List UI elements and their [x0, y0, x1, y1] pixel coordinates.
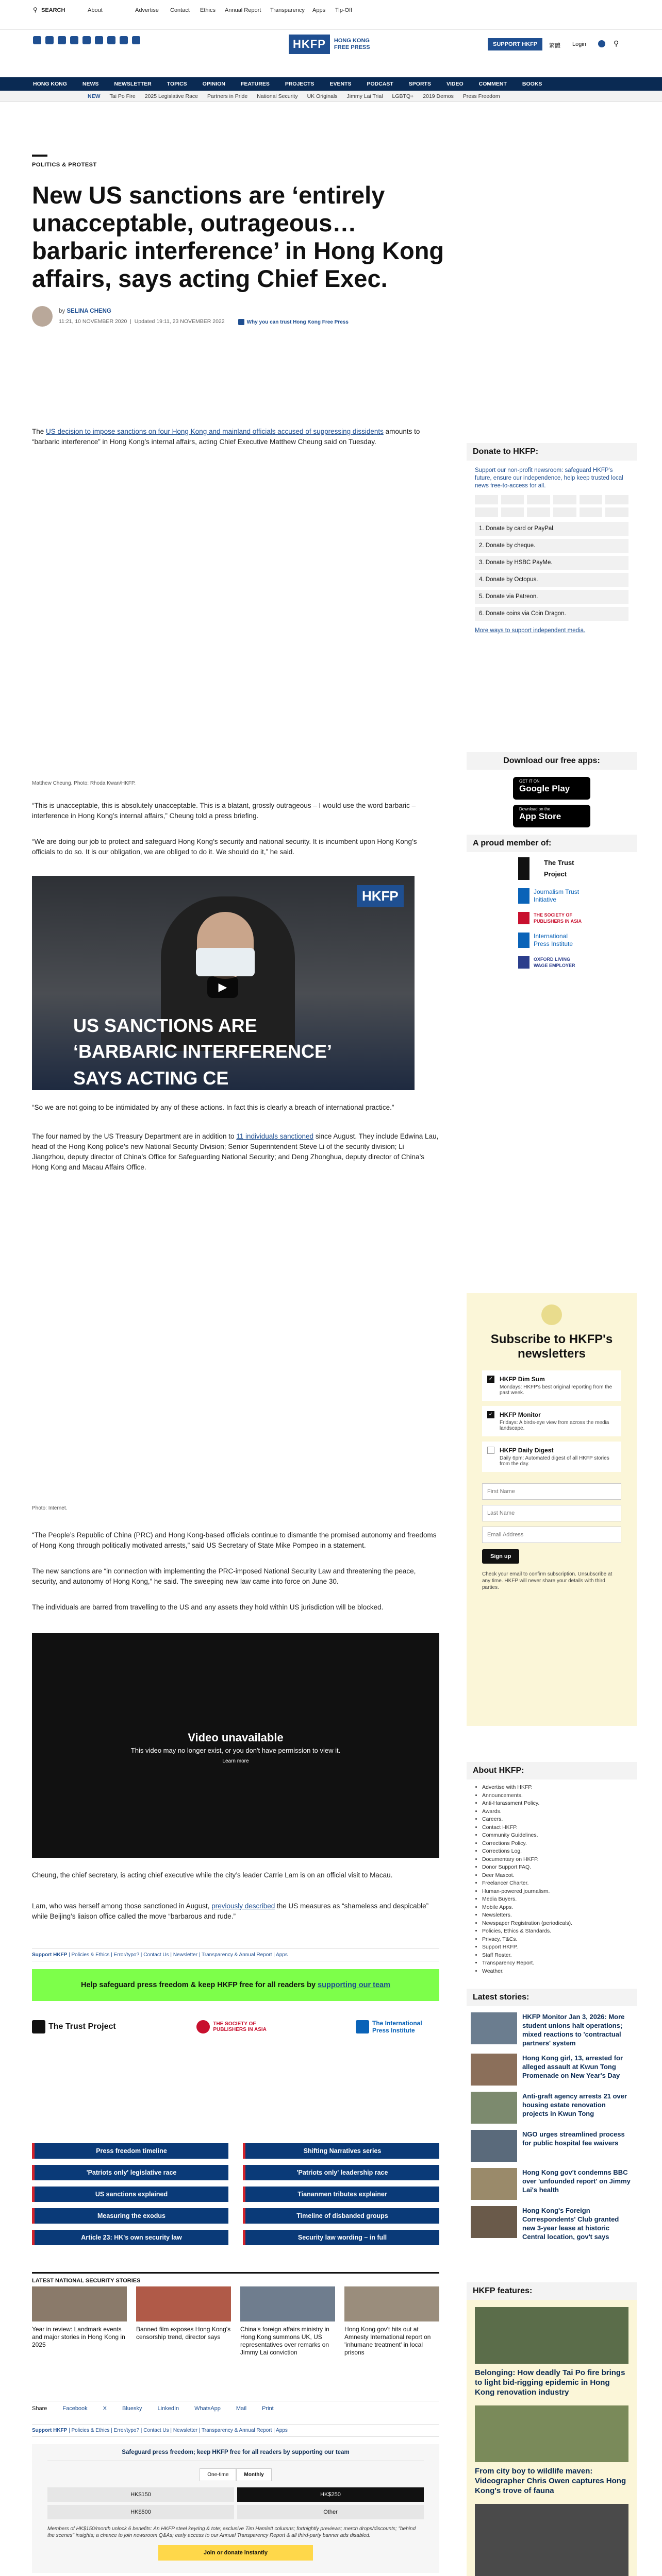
share-bluesky[interactable]: Bluesky: [122, 2405, 142, 2412]
ns-story-image: [344, 2286, 439, 2321]
ns-story[interactable]: [136, 2286, 231, 2357]
share-whatsapp[interactable]: WhatsApp: [194, 2405, 221, 2412]
payment-icon: [475, 495, 498, 504]
nav-item-projects[interactable]: PROJECTS: [285, 81, 315, 87]
transparency-link[interactable]: Transparency & Annual Report: [202, 2428, 272, 2433]
payment-icon: [553, 507, 576, 517]
payment-icon: [605, 507, 628, 517]
video-logo: HKFP: [357, 885, 404, 907]
sanctions-link[interactable]: US decision to impose sanctions on four Hong Kong and mainland officials accused of suppressing dissidents: [46, 428, 384, 435]
paragraph-2: “This is unacceptable, this is absolutely unacceptable. This is a blatant, grossly outrageous – I would use the word barbaric – interference in Hong Kong’s internal affairs,” Cheung told a press briefing.: [32, 802, 416, 820]
support-box-title: Safeguard press freedom; keep HKFP free for all readers by supporting our team: [47, 2449, 424, 2461]
about-link[interactable]: • Advertise with HKFP.: [482, 1784, 637, 1792]
x-icon[interactable]: [33, 36, 41, 44]
byline: by SELINA CHENG 11:21, 10 NOVEMBER 2020 | Updated 19:11, 23 NOVEMBER 2022 Why you can trust Hong Kong Free Press: [32, 306, 630, 327]
payment-icons: [475, 495, 628, 517]
latest-story-image: [471, 2054, 517, 2086]
amount-150[interactable]: HK$150: [47, 2487, 234, 2502]
trending-item[interactable]: National Security: [257, 93, 298, 99]
apps-title: Download our free apps:: [467, 752, 637, 770]
about-link[interactable]: • Staff Roster.: [482, 1952, 637, 1960]
member-title: A proud member of:: [467, 835, 637, 852]
ns-story-image: [136, 2286, 231, 2321]
image-caption-2: Photo: Internet.: [32, 1505, 68, 1511]
google-play-badge[interactable]: GET IT ON Google Play: [513, 777, 590, 800]
ns-story-title: China's foreign affairs ministry in Hong Kong summons UK, US representatives over remarks on Jimmy Lai conviction: [240, 2326, 329, 2356]
donate-text: Support our non-profit newsroom: safeguard HKFP's future, ensure our independence, help keep trusted local news free-to-access for all.: [475, 467, 623, 489]
latest-story[interactable]: [471, 2206, 633, 2241]
byline-prefix: by: [59, 308, 65, 314]
topbar-link-ethics[interactable]: Ethics: [200, 7, 216, 13]
chip-disbanded-groups[interactable]: Timeline of disbanded groups: [243, 2208, 439, 2224]
chip-patriots-legco[interactable]: 'Patriots only' legislative race: [32, 2165, 228, 2180]
policies-link[interactable]: Policies & Ethics: [71, 1952, 110, 1958]
explainer-chips: [32, 2143, 439, 2245]
email-field[interactable]: [482, 1527, 621, 1543]
share-print[interactable]: Print: [262, 2405, 274, 2412]
support-box: [32, 2444, 439, 2573]
paragraph-4: “So we are not going to be intimidated by any of these actions. In fact this is clearly a breach of international practice.”: [32, 1104, 394, 1111]
video-unavailable-title: Video unavailable: [188, 1731, 284, 1744]
newsletter-option[interactable]: ✓ HKFP Dim Sum Mondays: HKFP's best original reporting from the past week.: [482, 1370, 621, 1401]
latest-stories: [467, 2012, 637, 2241]
logo-mark: HKFP: [289, 35, 330, 54]
support-team-link[interactable]: supporting our team: [318, 1981, 391, 1989]
updated-date: Updated 19:11, 23 NOVEMBER 2022: [134, 318, 225, 325]
login-link[interactable]: Login: [572, 41, 586, 47]
feature-stories: [467, 2300, 637, 2576]
topbar-link-apps[interactable]: Apps: [312, 7, 326, 13]
trending-item[interactable]: Tai Po Fire: [109, 93, 136, 99]
latest-story-title: Hong Kong girl, 13, arrested for alleged assault at Kwun Tong Promenade on New Year's Day: [522, 2054, 623, 2079]
trending-item[interactable]: Press Freedom: [462, 93, 500, 99]
policies-link[interactable]: Policies & Ethics: [71, 2428, 110, 2433]
checkbox-icon[interactable]: ✓: [487, 1411, 494, 1418]
video-mask: [196, 948, 255, 976]
share-facebook[interactable]: Facebook: [62, 2405, 88, 2412]
trending-bar: [0, 91, 662, 102]
donate-widget: [467, 443, 637, 641]
features-title: HKFP features:: [467, 2282, 637, 2300]
paragraph-1: The US decision to impose sanctions on four Hong Kong and mainland officials accused of suppressing dissidents amounts to “barbaric interference” in Hong Kong’s internal affairs, acting Chief Executive Matthew Cheung said on Tuesday.: [32, 428, 420, 446]
first-name-field[interactable]: [482, 1483, 621, 1500]
feature-story-image: [475, 2504, 628, 2576]
topbar-link-tipoff[interactable]: Tip-Off: [335, 7, 353, 13]
video-caption-3: SAYS ACTING CE: [73, 1067, 229, 1089]
about-link[interactable]: • Support HKFP.: [482, 1943, 637, 1952]
social-icons: [33, 36, 140, 44]
tab-one-time[interactable]: One-time: [200, 2468, 236, 2481]
about-link[interactable]: • Contact HKFP.: [482, 1824, 637, 1832]
paragraph-10: Lam, who was herself among those sanctioned in August, previously described the US measures as “shameless and despicable” while Beijing’s liaison office called the move “barbarous and rude.”: [32, 1902, 429, 1920]
payment-icon: [501, 495, 524, 504]
ns-story[interactable]: [240, 2286, 335, 2357]
podcast-icon[interactable]: [120, 36, 128, 44]
tab-monthly[interactable]: Monthly: [236, 2468, 271, 2481]
latest-story[interactable]: [471, 2130, 633, 2162]
sanctioned-link[interactable]: 11 individuals sanctioned: [236, 1132, 314, 1140]
payment-icon: [580, 495, 603, 504]
chip-us-sanctions[interactable]: US sanctions explained: [32, 2187, 228, 2202]
paragraph-7: The new sanctions are “in connection with implementing the PRC-imposed National Security Law and threatening the peace, security, and autonomy of Hong Kong,” he said. The sweeping new law came into force on June 30.: [32, 1567, 416, 1585]
chip-security-law-wording[interactable]: Security law wording – in full: [243, 2230, 439, 2245]
feature-story[interactable]: [475, 2504, 628, 2576]
rss-icon[interactable]: [132, 36, 140, 44]
trending-item[interactable]: UK Originals: [307, 93, 338, 99]
footer-links-2: Support HKFP | Policies & Ethics | Error/typo? | Contact Us | Newsletter | Transparency & Annual Report | Apps: [32, 2424, 439, 2437]
trending-label: NEW: [88, 93, 101, 99]
author-name[interactable]: SELINA CHENG: [67, 308, 111, 314]
about-link[interactable]: • Anti-Harassment Policy.: [482, 1800, 637, 1808]
share-label: Share: [32, 2405, 47, 2412]
feature-story[interactable]: [475, 2307, 628, 2397]
paragraph-6: “The People’s Republic of China (PRC) and Hong Kong-based officials continue to dismantle the promised autonomy and freedoms of Hong Kong through politically motivated arrests,” said US Secretary of State Mike Pompeo in a statement.: [32, 1531, 437, 1549]
latest-story-title: NGO urges streamlined process for public hospital fee waivers: [522, 2130, 625, 2147]
article-title: New US sanctions are ‘entirely unacceptable, outrageous… barbaric interference’ in Hong Kong affairs, says acting Chief Exec.: [32, 181, 444, 292]
footer-links: Support HKFP | Policies & Ethics | Error/typo? | Contact Us | Newsletter | Transparency & Annual Report | Apps: [32, 1948, 439, 1961]
category-bar: [32, 155, 47, 157]
newsletter-title: Subscribe to HKFP's newsletters: [490, 1332, 613, 1361]
donate-option[interactable]: 1. Donate by card or PayPal.: [475, 522, 628, 536]
topbar-link-annual-report[interactable]: Annual Report: [225, 7, 261, 13]
previously-described-link[interactable]: previously described: [211, 1902, 275, 1910]
member-logo-ipi[interactable]: International Press Institute: [518, 933, 585, 948]
ns-story[interactable]: [344, 2286, 439, 2357]
latest-story[interactable]: [471, 2168, 633, 2200]
about-link[interactable]: • Weather.: [482, 1968, 637, 1976]
payment-icon: [527, 495, 550, 504]
about-link[interactable]: • Corrections Policy.: [482, 1840, 637, 1848]
contact-link[interactable]: Contact Us: [143, 1952, 169, 1958]
newsletter-link[interactable]: Newsletter: [173, 2428, 198, 2433]
paragraph-8: The individuals are barred from travelling to the US and any assets they hold within US jurisdiction will be blocked.: [32, 1603, 384, 1611]
about-link[interactable]: • Awards.: [482, 1808, 637, 1816]
transparency-link[interactable]: Transparency & Annual Report: [202, 1952, 272, 1958]
about-link[interactable]: • Donor Support FAQ.: [482, 1863, 637, 1872]
donate-title: Donate to HKFP:: [467, 443, 637, 461]
error-link[interactable]: Error/typo?: [113, 1952, 140, 1958]
share-linkedin[interactable]: LinkedIn: [157, 2405, 179, 2412]
video-caption-1: US SANCTIONS ARE: [73, 1015, 257, 1036]
ns-story-image: [32, 2286, 127, 2321]
latest-widget: [467, 1989, 637, 2241]
last-name-field[interactable]: [482, 1505, 621, 1521]
article-category[interactable]: POLITICS & PROTEST: [32, 162, 97, 168]
about-link[interactable]: • Newspaper Registration (periodicals).: [482, 1920, 637, 1928]
instagram-icon[interactable]: [58, 36, 66, 44]
trending-item[interactable]: LGBTQ+: [392, 93, 414, 99]
video-caption-2: ‘BARBARIC INTERFERENCE’: [73, 1041, 333, 1062]
nav-item-comment[interactable]: COMMENT: [478, 81, 507, 87]
nav-item-events[interactable]: EVENTS: [329, 81, 352, 87]
latest-story-image: [471, 2168, 517, 2200]
latest-story-image: [471, 2092, 517, 2124]
about-title: About HKFP:: [467, 1762, 637, 1780]
sidebar-ad-slot: [467, 155, 637, 433]
latest-story-title: Hong Kong's Foreign Correspondents' Club granted new 3-year lease at historic Central location, gov't says: [522, 2207, 619, 2241]
nav-item-opinion[interactable]: OPINION: [202, 81, 226, 87]
latest-story[interactable]: [471, 2012, 633, 2047]
topbar-link-transparency[interactable]: Transparency: [270, 7, 305, 13]
member-logo-trust[interactable]: The Trust Project: [518, 857, 585, 880]
newsletter-link[interactable]: Newsletter: [173, 1952, 198, 1958]
about-link[interactable]: • Deer Mascot.: [482, 1872, 637, 1880]
about-link[interactable]: • Corrections Log.: [482, 1848, 637, 1856]
about-link[interactable]: • Newsletters.: [482, 1911, 637, 1920]
newsletter-widget: [467, 1293, 637, 1726]
error-link[interactable]: Error/typo?: [113, 2428, 140, 2433]
latest-title: Latest stories:: [467, 1989, 637, 2006]
main-nav: [0, 77, 662, 91]
trending-item[interactable]: Partners in Pride: [207, 93, 248, 99]
nav-item-news[interactable]: NEWS: [82, 81, 99, 87]
author-avatar[interactable]: [32, 306, 53, 327]
trending-item[interactable]: Jimmy Lai Trial: [346, 93, 383, 99]
publish-date: 11:21, 10 NOVEMBER 2020: [59, 318, 127, 325]
search-icon[interactable]: ⚲: [33, 6, 38, 13]
feature-story-title: From city boy to wildlife maven: Videographer Chris Owen captures Hong Kong's trove of fauna: [475, 2467, 626, 2495]
amount-500[interactable]: HK$500: [47, 2505, 234, 2519]
topbar-link-contact[interactable]: Contact: [170, 7, 190, 13]
member-logo-jti[interactable]: Journalism Trust Initiative: [518, 888, 585, 904]
about-link[interactable]: • Policies, Ethics & Standards.: [482, 1927, 637, 1936]
ipi-logo[interactable]: The International Press Institute: [356, 2020, 439, 2034]
feature-story-image: [475, 2405, 628, 2462]
nav-item-books[interactable]: BOOKS: [522, 81, 542, 87]
video-learn-more[interactable]: Learn more: [222, 1758, 249, 1764]
donate-option[interactable]: 3. Donate by HSBC PayMe.: [475, 556, 628, 570]
user-icon[interactable]: [598, 40, 605, 47]
chip-tiananmen[interactable]: Tiananmen tributes explainer: [243, 2187, 439, 2202]
society-publishers-logo[interactable]: THE SOCIETY OF PUBLISHERS IN ASIA: [196, 2020, 275, 2033]
feature-story-title: Belonging: How deadly Tai Po fire brings to light bid-rigging epidemic in Hong Kong renovation industry: [475, 2368, 625, 2397]
amount-other[interactable]: Other: [237, 2505, 424, 2519]
latest-ns-heading: LATEST NATIONAL SECURITY STORIES: [32, 2272, 439, 2284]
latest-story[interactable]: [471, 2092, 633, 2124]
ns-story-title: Hong Kong gov't hits out at Amnesty International report on 'inhumane treatment' in local prisons: [344, 2326, 431, 2356]
payment-icon: [605, 495, 628, 504]
amount-250[interactable]: HK$250: [237, 2487, 424, 2502]
language-link[interactable]: 繁體: [549, 43, 560, 49]
paragraph-5: The four named by the US Treasury Department are in addition to 11 individuals sanctioned since August. They include Edwina Lau, head of the Hong Kong police’s new National Security Division; Senior Superintendent Steve Li of the security division; Li Jiangzhou, deputy director of China’s Office for Safeguarding National Security; and Deng Zhonghua, deputy director of China’s Hong Kong and Macau Affairs Office.: [32, 1132, 439, 1171]
latest-story-image: [471, 2012, 517, 2044]
top-bar: [0, 0, 662, 30]
chip-article-23[interactable]: Article 23: HK's own security law: [32, 2230, 228, 2245]
ns-story-title: Banned film exposes Hong Kong's censorship trend, director says: [136, 2326, 231, 2341]
about-link[interactable]: • Documentary on HKFP.: [482, 1856, 637, 1864]
support-box-text: Members of HK$150/month unlock 6 benefits: An HKFP steel keyring & tote; exclusive Tim Hamlett columns; fortnightly previews; merch drops/discounts; "behind the scenes" insights; a chance to join newsroom Q&As; early access to our Annual Transparency Report & all third-party banner ads disabled.: [47, 2526, 416, 2538]
payment-icon: [553, 495, 576, 504]
app-store-badge[interactable]: Download on the App Store: [513, 805, 590, 827]
payment-icon: [475, 507, 498, 517]
latest-story-image: [471, 2130, 517, 2162]
article-image-1: [32, 470, 439, 774]
support-banner: Help safeguard press freedom & keep HKFP free for all readers by supporting our team: [32, 1969, 439, 2001]
chip-exodus[interactable]: Measuring the exodus: [32, 2208, 228, 2224]
feature-story-image: [475, 2307, 628, 2364]
join-donate-button[interactable]: Join or donate instantly: [158, 2545, 313, 2561]
newsletter-note: Check your email to confirm subscription. Unsubscribe at any time. HKFP will never share your details with third parties.: [482, 1571, 613, 1590]
video-player-1[interactable]: [32, 876, 415, 1090]
apps-link[interactable]: Apps: [276, 1952, 288, 1958]
member-logo-living-wage[interactable]: OXFORD LIVING WAGE EMPLOYER: [518, 956, 585, 969]
checkbox-icon[interactable]: ✓: [487, 1376, 494, 1383]
chip-press-freedom-timeline[interactable]: Press freedom timeline: [32, 2143, 228, 2159]
donate-option[interactable]: 4. Donate by Octopus.: [475, 573, 628, 587]
payment-icon: [501, 507, 524, 517]
latest-story-title: Anti-graft agency arrests 21 over housing estate renovation projects in Kwun Tong: [522, 2092, 627, 2117]
ns-story-image: [240, 2286, 335, 2321]
video-player-2[interactable]: [32, 1633, 439, 1858]
support-hkfp-button[interactable]: SUPPORT HKFP: [488, 38, 542, 50]
support-link[interactable]: Support HKFP: [32, 1952, 68, 1958]
facebook-icon[interactable]: [45, 36, 54, 44]
latest-story-image: [471, 2206, 517, 2238]
threads-icon[interactable]: [70, 36, 78, 44]
trust-icon: [238, 319, 244, 325]
ns-story[interactable]: [32, 2286, 127, 2357]
latest-story-title: Hong Kong gov't condemns BBC over 'unfounded report' on Jimmy Lai's health: [522, 2168, 631, 2194]
topbar-link-advertise[interactable]: Advertise: [135, 7, 159, 13]
about-links: [467, 1780, 637, 1975]
nav-item-hong-kong[interactable]: HONG KONG: [33, 81, 67, 87]
latest-story[interactable]: [471, 2054, 633, 2086]
about-link[interactable]: • Careers.: [482, 1816, 637, 1824]
site-logo[interactable]: [289, 32, 370, 57]
nav-item-sports[interactable]: SPORTS: [408, 81, 431, 87]
trust-project-logo[interactable]: The Trust Project: [32, 2020, 116, 2033]
features-widget: [467, 2282, 637, 2576]
about-link[interactable]: • Media Buyers.: [482, 1895, 637, 1904]
about-link[interactable]: • Transparency Report.: [482, 1959, 637, 1968]
payment-icon: [527, 507, 550, 517]
donate-option[interactable]: 2. Donate by cheque.: [475, 539, 628, 553]
latest-ns-grid: [32, 2286, 439, 2357]
article-image-2: [32, 1180, 439, 1494]
donate-option[interactable]: 5. Donate via Patreon.: [475, 590, 628, 604]
donate-option[interactable]: 6. Donate coins via Coin Dragon.: [475, 607, 628, 621]
about-link[interactable]: • Community Guidelines.: [482, 1832, 637, 1840]
trust-link[interactable]: Why you can trust Hong Kong Free Press: [238, 319, 349, 325]
more-ways-link[interactable]: More ways to support independent media.: [475, 628, 586, 634]
about-link[interactable]: • Human-powered journalism.: [482, 1888, 637, 1896]
share-bar: [32, 2401, 439, 2412]
logo-text: HONG KONG FREE PRESS: [334, 38, 370, 50]
about-link[interactable]: • Freelancer Charter.: [482, 1879, 637, 1888]
about-link[interactable]: • Announcements.: [482, 1792, 637, 1800]
member-widget: [467, 835, 637, 974]
ns-story-title: Year in review: Landmark events and major stories in Hong Kong in 2025: [32, 2326, 125, 2348]
about-link[interactable]: • Mobile Apps.: [482, 1904, 637, 1912]
paragraph-3: “We are doing our job to protect and safeguard Hong Kong’s security and national security. It is incumbent upon Hong Kong’s officials to do so. It is our obligation, we are obliged to do it. We should do it,” he said.: [32, 838, 417, 856]
nav-item-topics[interactable]: TOPICS: [167, 81, 187, 87]
mail-icon[interactable]: [107, 36, 115, 44]
latest-story-title: HKFP Monitor Jan 3, 2026: More student unions halt operations; mixed reactions to 'contractual partners' system: [522, 2013, 625, 2047]
newsletter-option[interactable]: HKFP Daily Digest Daily 6pm: Automated digest of all HKFP stories from the day.: [482, 1442, 621, 1472]
paragraph-9: Cheung, the chief secretary, is acting chief executive while the city’s leader Carrie Lam is on an official visit to Macau.: [32, 1871, 393, 1879]
nav-item-video[interactable]: VIDEO: [446, 81, 464, 87]
topbar-link-about[interactable]: About: [88, 7, 103, 13]
share-x[interactable]: X: [103, 2405, 107, 2412]
play-button-icon[interactable]: ▶: [207, 976, 238, 998]
apps-link[interactable]: Apps: [276, 2428, 288, 2433]
search-link[interactable]: SEARCH: [41, 7, 65, 13]
nav-item-newsletter[interactable]: NEWSLETTER: [114, 81, 152, 87]
nav-item-podcast[interactable]: PODCAST: [367, 81, 393, 87]
about-widget: [467, 1762, 637, 1975]
nav-item-features[interactable]: FEATURES: [241, 81, 270, 87]
trending-item[interactable]: 2019 Demos: [423, 93, 454, 99]
trending-item[interactable]: 2025 Legislative Race: [144, 93, 198, 99]
search-icon-main[interactable]: ⚲: [614, 39, 619, 47]
image-caption-1: Matthew Cheung. Photo: Rhoda Kwan/HKFP.: [32, 781, 136, 786]
checkbox-icon[interactable]: [487, 1447, 494, 1454]
chip-shifting-narratives[interactable]: Shifting Narratives series: [243, 2143, 439, 2159]
share-mail[interactable]: Mail: [236, 2405, 247, 2412]
member-logos: [32, 2020, 439, 2034]
support-link[interactable]: Support HKFP: [32, 2428, 68, 2433]
youtube-icon[interactable]: [95, 36, 103, 44]
contact-link[interactable]: Contact Us: [143, 2428, 169, 2433]
sign-up-button[interactable]: Sign up: [482, 1549, 519, 1564]
newsletter-icon: [541, 1304, 562, 1325]
member-logo-sopa[interactable]: THE SOCIETY OF PUBLISHERS IN ASIA: [518, 912, 585, 924]
payment-icon: [580, 507, 603, 517]
feature-story[interactable]: [475, 2405, 628, 2496]
linkedin-icon[interactable]: [82, 36, 91, 44]
chip-patriots-leadership[interactable]: 'Patriots only' leadership race: [243, 2165, 439, 2180]
video-unavailable-text: This video may no longer exist, or you don't have permission to view it.: [130, 1747, 341, 1754]
apps-widget: [467, 752, 637, 827]
about-link[interactable]: • Privacy, T&Cs.: [482, 1936, 637, 1944]
newsletter-option[interactable]: ✓ HKFP Monitor Fridays: A birds-eye view from across the media landscape.: [482, 1406, 621, 1436]
